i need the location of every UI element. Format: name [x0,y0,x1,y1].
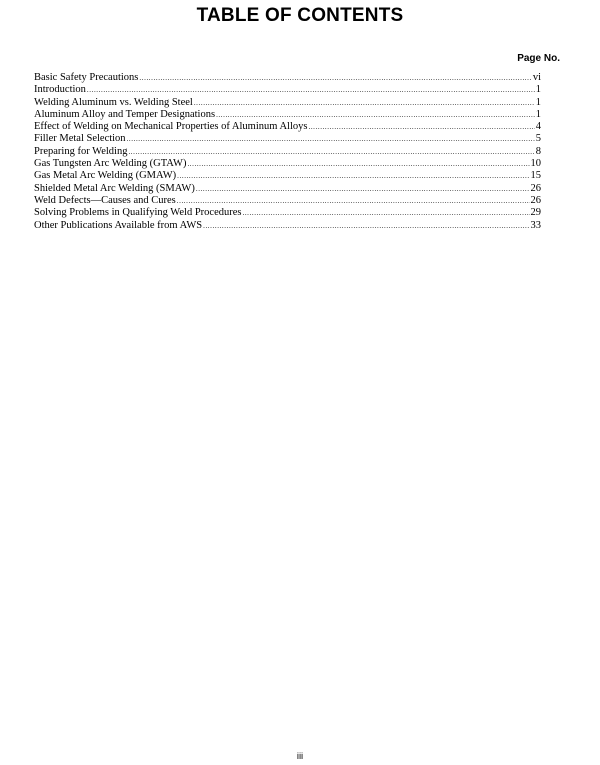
toc-entry-page: 33 [530,219,541,231]
dot-leader [242,207,529,219]
toc-entry-label: Welding Aluminum vs. Welding Steel [34,96,193,108]
toc-list [34,72,541,232]
dot-leader [139,72,531,84]
toc-entry-page: 15 [530,170,541,182]
dot-leader [194,97,535,109]
toc-entry[interactable] [34,220,541,232]
page-number-column-header: Page No. [517,53,560,64]
dot-leader [128,146,534,158]
dot-leader [177,170,529,182]
toc-entry-page: 1 [535,108,541,120]
toc-entry[interactable] [34,207,541,219]
dot-leader [203,220,529,232]
toc-entry-page: vi [532,72,541,83]
toc-entry[interactable] [34,84,541,96]
toc-entry-label: Shielded Metal Arc Welding (SMAW) [34,182,195,194]
toc-entry-page: 4 [535,121,541,133]
toc-entry-label: Solving Problems in Qualifying Weld Procedures [34,207,242,219]
toc-entry-label: Aluminum Alloy and Temper Designations [34,108,216,120]
dot-leader [196,183,530,195]
toc-entry-page: 1 [535,84,541,96]
toc-entry-page: 26 [530,194,541,206]
toc-entry-label: Effect of Welding on Mechanical Properties of Aluminum Alloys [34,121,308,133]
toc-entry-label: Introduction [34,84,86,96]
toc-entry[interactable] [34,158,541,170]
page-folio: iii [296,751,304,762]
toc-entry-page: 26 [530,182,541,194]
toc-entry-label: Gas Metal Arc Welding (GMAW) [34,170,177,182]
toc-entry[interactable] [34,97,541,109]
toc-entry[interactable] [34,133,541,145]
toc-entry-label: Weld Defects—Causes and Cures [34,194,176,206]
toc-entry[interactable] [34,72,541,84]
toc-entry-label: Filler Metal Selection [34,133,126,145]
toc-entry[interactable] [34,183,541,195]
toc-entry[interactable] [34,195,541,207]
toc-entry-label: Gas Tungsten Arc Welding (GTAW) [34,158,187,170]
dot-leader [187,158,529,170]
dot-leader [87,84,535,96]
toc-entry-page: 29 [530,207,541,219]
toc-entry-label: Other Publications Available from AWS [34,219,203,231]
toc-entry[interactable] [34,146,541,158]
toc-entry-page: 8 [535,145,541,157]
dot-leader [127,133,535,145]
toc-entry[interactable] [34,121,541,133]
dot-leader [216,109,535,121]
toc-entry-page: 5 [535,133,541,145]
dot-leader [308,121,534,133]
dot-leader [177,195,530,207]
page-title: TABLE OF CONTENTS [196,5,404,26]
toc-entry[interactable] [34,109,541,121]
toc-entry[interactable] [34,170,541,182]
toc-entry-page: 1 [535,96,541,108]
toc-entry-label: Preparing for Welding [34,145,128,157]
toc-entry-page: 10 [530,158,541,170]
toc-entry-label: Basic Safety Precautions [34,72,139,83]
